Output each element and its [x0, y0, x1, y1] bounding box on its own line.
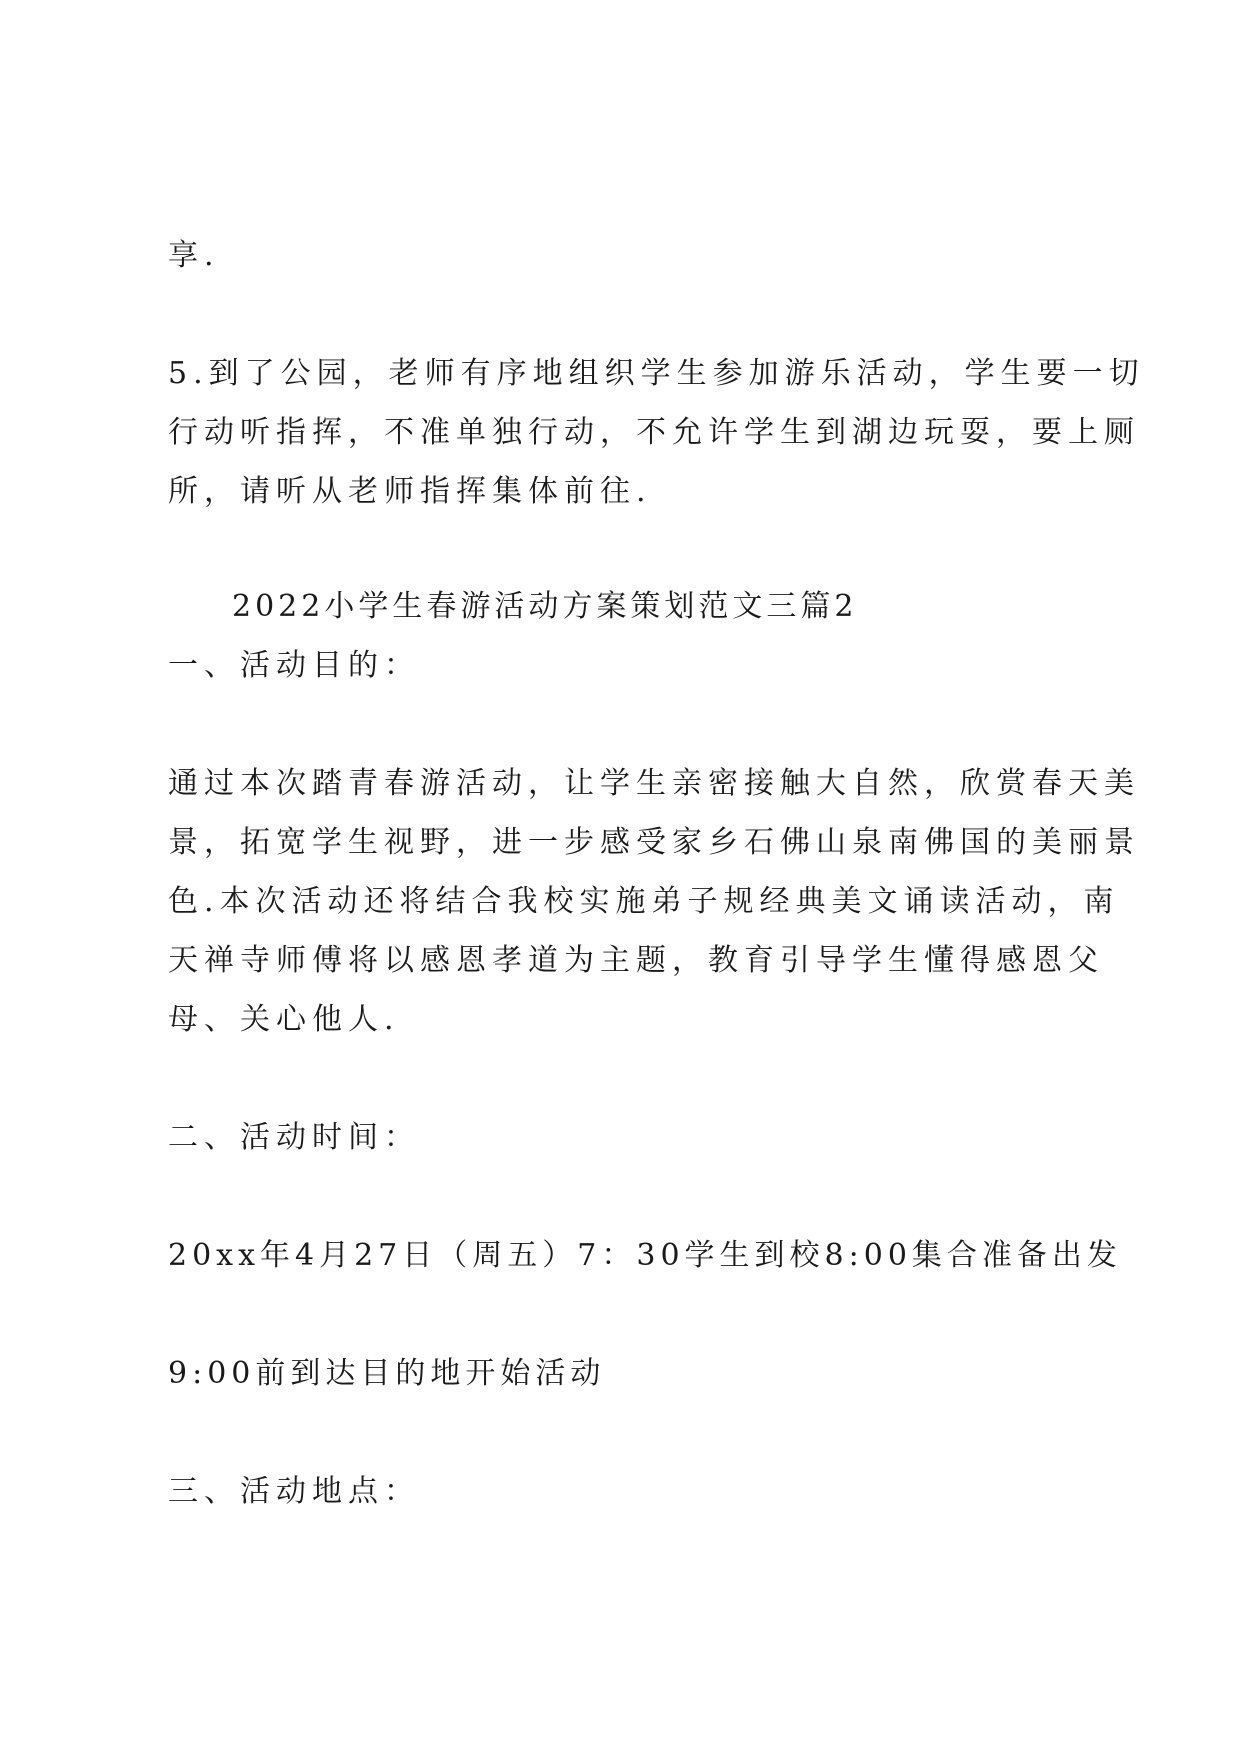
item-5-line-2: 行动听指挥，不准单独行动，不允许学生到湖边玩耍，要上厕	[168, 415, 1140, 450]
heading-activity-time: 二、活动时间：	[168, 1120, 420, 1155]
purpose-line-5: 母、关心他人.	[168, 1002, 400, 1037]
time-line-1: 20xx年4月27日（周五）7：30学生到校8:00集合准备出发	[168, 1238, 1122, 1273]
heading-activity-purpose: 一、活动目的：	[168, 648, 420, 683]
purpose-line-1: 通过本次踏青春游活动，让学生亲密接触大自然，欣赏春天美	[168, 766, 1140, 801]
paragraph-continuation-line: 享.	[168, 238, 220, 273]
purpose-line-3: 色.本次活动还将结合我校实施弟子规经典美文诵读活动，南	[168, 884, 1120, 919]
purpose-line-4: 天禅寺师傅将以感恩孝道为主题，教育引导学生懂得感恩父	[168, 943, 1104, 978]
purpose-line-2: 景，拓宽学生视野，进一步感受家乡石佛山泉南佛国的美丽景	[168, 825, 1140, 860]
section-title: 2022小学生春游活动方案策划范文三篇2	[232, 589, 858, 624]
heading-activity-location: 三、活动地点：	[168, 1474, 420, 1509]
item-5-line-3: 所，请听从老师指挥集体前往.	[168, 474, 652, 509]
item-5-line-1: 5.到了公园，老师有序地组织学生参加游乐活动，学生要一切	[168, 356, 1145, 391]
time-line-2: 9:00前到达目的地开始活动	[168, 1356, 606, 1391]
